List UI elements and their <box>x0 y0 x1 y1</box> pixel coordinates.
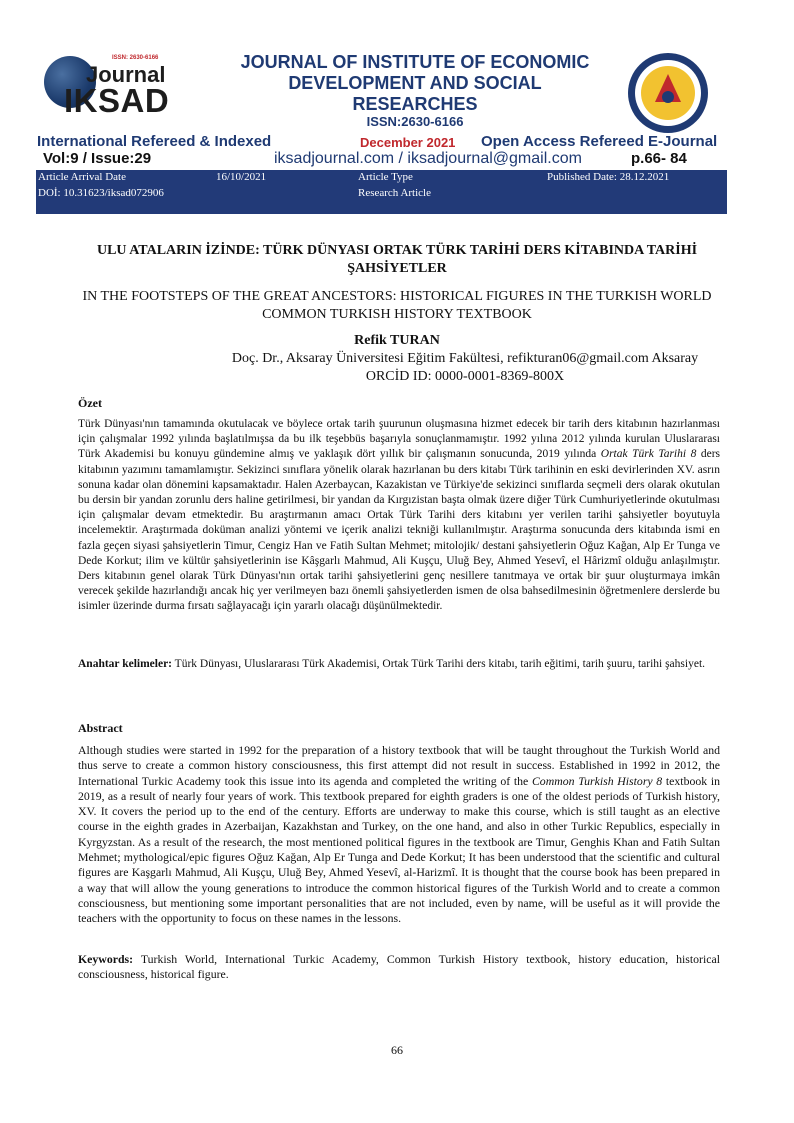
ozet-paragraph <box>78 417 720 615</box>
abstract-keywords-text: Turkish World, International Turkic Academy, Common Turkish History textbook, history education, historical consciousness, historical figure. <box>78 952 720 982</box>
type-value: Research Article <box>358 187 431 199</box>
page-number: 66 <box>391 1043 403 1057</box>
indexing-label: International Refereed & Indexed <box>37 133 272 150</box>
logo-journal-text: Journal <box>86 62 166 87</box>
ozet-keywords-text: Türk Dünyası, Uluslararası Türk Akademisi, Ortak Türk Tarihi ders kitabı, tarih eğitimi, tarih şuuru, tarihi şahsiyet. <box>172 658 706 670</box>
affiliation-text: Doç. Dr., Aksaray Üniversitesi Eğitim Fakültesi, refikturan06@gmail.com Aksaray <box>231 351 699 366</box>
logo-issn: ISSN: 2630-6166 <box>112 55 159 61</box>
abstract-book-title: Common Turkish History 8 <box>531 773 663 788</box>
journal-title: JOURNAL OF INSTITUTE OF ECONOMIC DEVELOPMENT AND SOCIAL RESEARCHES <box>240 52 590 114</box>
author-name: Refik TURAN <box>354 333 440 348</box>
university-seal-icon <box>627 52 709 134</box>
access-label: Open Access Refereed E-Journal <box>481 133 718 150</box>
issue-date: December 2021 <box>360 135 456 150</box>
doi[interactable]: DOİ: 10.31623/iksad072906 <box>38 187 164 199</box>
ozet-text-1: Türk Dünyası'nın tamamında okutulacak ve böylece ortak tarih şuurunun oluşmasına hizmet edecek bir tarih ders kitabının hazırlanması için çalışmalar 1992 yılında başlatılmışsa da bu ilk teşebbüs başarıyla sonuçlanmamıştır. 1992 yılına 2012 yılında kurulan Uluslararası Türk Akademisi bu konuyu gündemine almış ve yaklaşık dört yıllık bir çalışmanın sonucunda, 2019 yılında <box>78 418 720 461</box>
abstract-keywords-label: Keywords: <box>78 952 134 966</box>
arrival-label: Article Arrival Date <box>38 171 126 183</box>
published-date: Published Date: 28.12.2021 <box>547 171 670 183</box>
ozet-heading: Özet <box>78 396 102 410</box>
article-info-box <box>36 170 727 214</box>
journal-issn: ISSN:2630-6166 <box>366 114 464 129</box>
orcid-text: ORCİD ID: 0000-0001-8369-800X <box>365 369 565 384</box>
page-range: p.66- 84 <box>631 150 687 167</box>
title-english: IN THE FOOTSTEPS OF THE GREAT ANCESTORS: HISTORICAL FIGURES IN THE TURKISH WORLD COMMON TURKISH HISTORY TEXTBOOK <box>82 289 712 322</box>
abstract-text-2: textbook in 2019, as a result of nearly four years of work. This textbook prepared for eighth graders is one of the oldest periods of Turkish history, XV. It covers the period up to the end of the century. Efforts are underway to make this course, which is still taught as an elective course in the eighth grades in Azerbaijan, Kazakhstan and Turkey, on the one hand, and also in other Turkic Republics, especially in Kyrgyzstan. As a result of the research, the most mentioned political figures in the textbook are Timur, Genghis Khan and Fatih Sultan Mehmet; mythological/epic figures Oğuz Kağan, Alp Er Tunga and Dede Korkut; It has been understood that the scientific and cultural figures are Kaşgarlı Mahmud, Ali Kuşçu, Uluğ Bey, Ahmed Yesevî, al-Harizmî. It is thought that the course book has been prepared in a way that will allow the young generations to introduce the common historical figures of the Turkish World and to create a common consciousness, but mentioning some important personalities that are not included, even by name, will be useful as it will provide the teachers with the opportunity to focus on these names in the lessons. <box>78 773 720 926</box>
abstract-text-1: Although studies were started in 1992 for the preparation of a history textbook that will be taught throughout the Turkish World and thus serve to create a common history consciousness, this first attempt did not result in success. Established in 1992 in 2012, the International Turkic Academy took this issue into its agenda and completed the writing of the <box>78 743 720 788</box>
logo-iksad-text: IKSAD <box>64 82 170 119</box>
ozet-keywords-label: Anahtar kelimeler: <box>78 658 173 670</box>
title-turkish: ULU ATALARIN İZİNDE: TÜRK DÜNYASI ORTAK TÜRK TARİHİ DERS KİTABINDA TARİHİ ŞAHSİYETLER <box>96 243 698 276</box>
abstract-paragraph <box>78 743 720 927</box>
ozet-book-title: Ortak Türk Tarihi 8 <box>600 448 697 461</box>
journal-logo <box>40 50 190 120</box>
website-email[interactable]: iksadjournal.com / iksadjournal@gmail.com <box>274 150 582 167</box>
abstract-heading: Abstract <box>78 721 123 735</box>
journal-volume-row <box>37 150 727 170</box>
ozet-text-2: ders kitabının yazımını tamamlamıştır. Sekizinci sınıflara yönelik olarak hazırlanan bu ders kitabı Türk tarihinin en eski devirlerinden XV. asrın sonuna kadar olan dönemini kapsamaktadır. Halen Azerbaycan, Kazakistan ve Türkiye'de sekizinci sınıflarda seçmeli ders olarak okutulan bu dersin bir yandan zorunlu ders haline getirilmesi, bir yandan da Kırgızistan başta olmak üzere diğer Türk Cumhuriyetlerinde okutulması için çalışmalar devam etmektedir. Bu araştırmanın amacı Ortak Türk Tarihi ders kitabını yer verilen tarihi şahsiyetler boyutuyla incelemektir. Araştırmada doküman analizi yöntemi ve içerik analizi tekniği kullanılmıştır. Araştırma sonucunda ders kitabında ismi en fazla geçen siyasi şahsiyetlerin Timur, Cengiz Han ve Fatih Sultan Mehmet; mitolojik/ destani şahsiyetlerin Oğuz Kağan, Alp Er Tunga ve Dede Korkut; ilim ve kültür şahsiyetlerinin ise Kâşgarlı Mahmud, Ali Kuşçu, Uluğ Bey, Ahmed Yesevî, el Hârizmî olduğu anlaşılmıştır. Ders kitabının genel olarak Türk Dünyası'nın ortak tarihi şahsiyetlerini genç nesillere tanıtmaya ve ortak bir şuur oluşturmaya imkân verecek şekilde hazırlandığı ancak hiç yer verilmeyen bazı önemli şahsiyetlerden ismen de olsa bahsedilmesinin öğretmenlere derslerde bu isimler üzerinde durma fırsatı sağlayacağı için yararlı olacağı düşünülmektedir. <box>78 448 720 613</box>
volume-issue: Vol:9 / Issue:29 <box>43 150 152 167</box>
type-label: Article Type <box>358 171 413 183</box>
orcid <box>60 369 734 385</box>
arrival-date: 16/10/2021 <box>216 171 267 183</box>
author-affiliation <box>60 351 734 367</box>
ozet-keywords <box>78 657 720 672</box>
abstract-keywords <box>78 952 720 983</box>
